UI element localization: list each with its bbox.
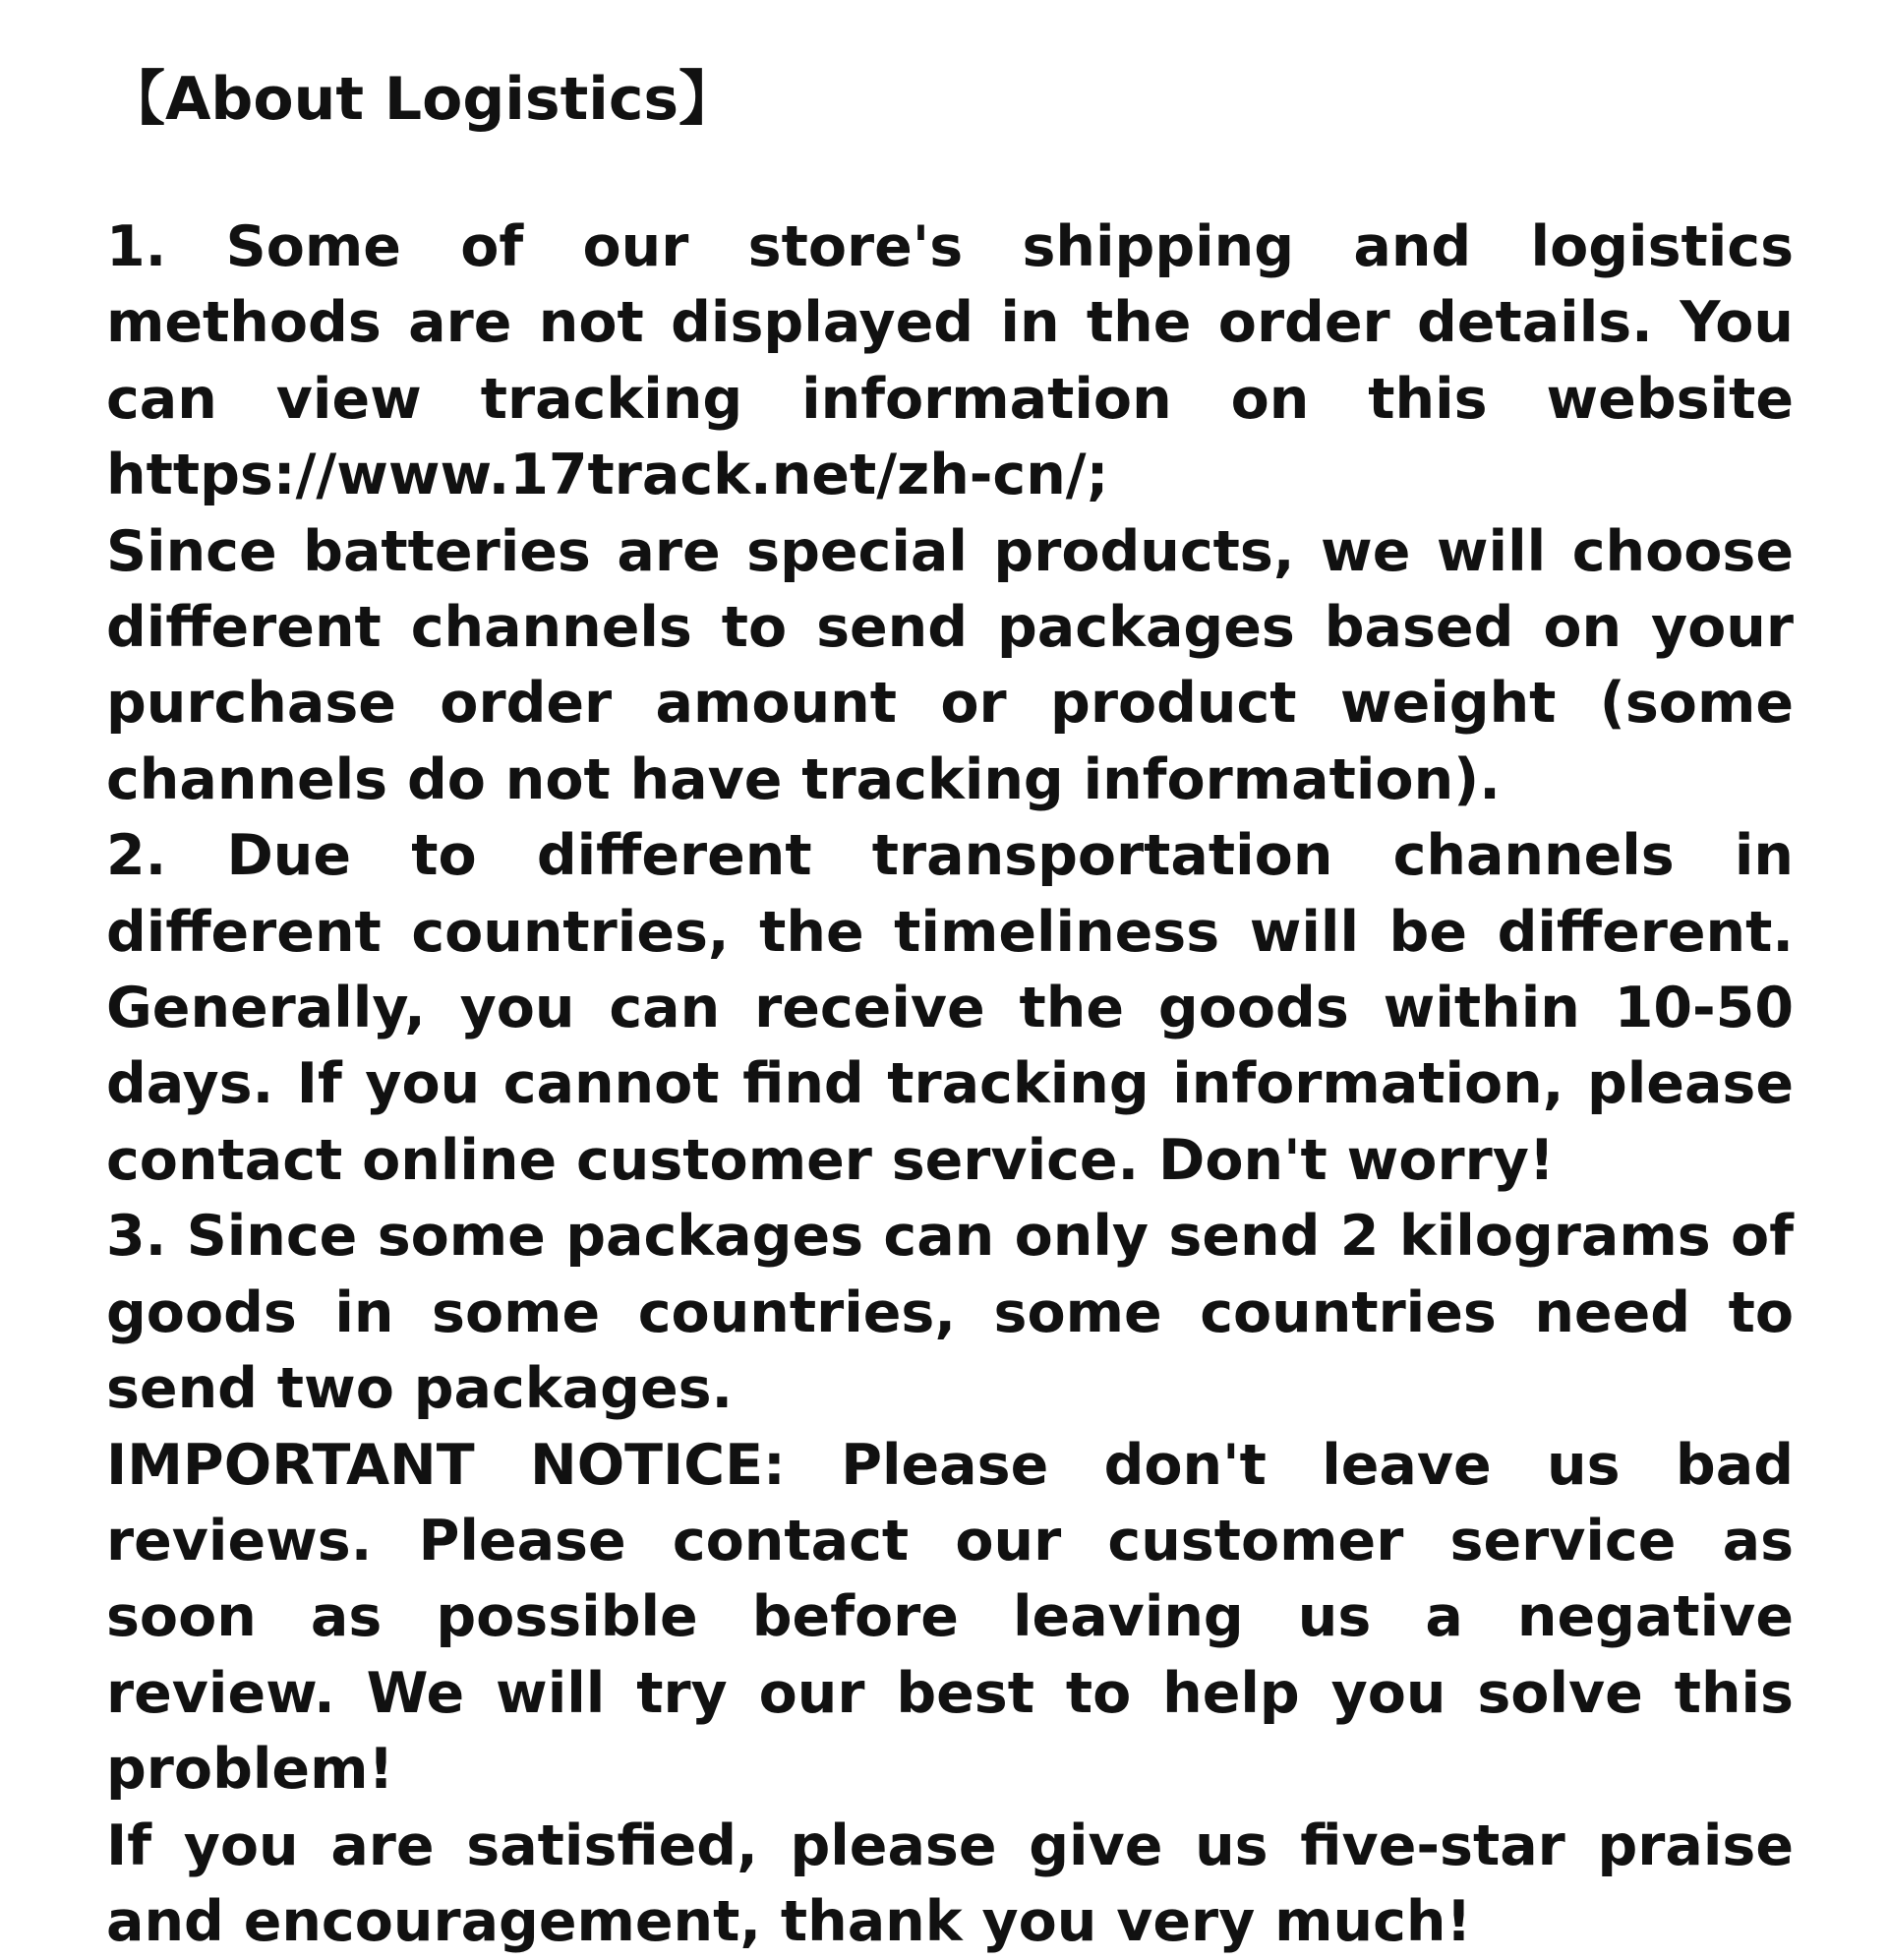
paragraph-package-weight: 3. Since some packages can only send 2 kilograms of goods in some countries, some countries need to send two packages. (106, 1204, 1794, 1422)
paragraph-important-notice: IMPORTANT NOTICE: Please don't leave us bad reviews. Please contact our customer service as soon as possible before leaving us a negative review. We will try our best to help you solve this problem! (106, 1432, 1794, 1803)
page-title: 【About Logistics】 (106, 65, 738, 134)
paragraph-battery-channels: Since batteries are special products, we will choose different channels to send packages based on your purchase order amount or product weight (some channels do not have tracking information). (106, 518, 1794, 812)
paragraph-tracking-info: 1. Some of our store's shipping and logistics methods are not displayed in the order details. You can view tracking information on this website https://www.17track.net/zh-cn/; (106, 214, 1794, 508)
notice-body (106, 209, 1794, 1960)
paragraph-five-star-request: If you are satisfied, please give us five-star praise and encouragement, thank you very much! (106, 1812, 1794, 1954)
paragraph-delivery-time: 2. Due to different transportation channels in different countries, the timeliness will be different. Generally, you can receive the goods within 10-50 days. If you cannot find tracking information, please contact online customer service. Don't worry! (106, 823, 1794, 1193)
